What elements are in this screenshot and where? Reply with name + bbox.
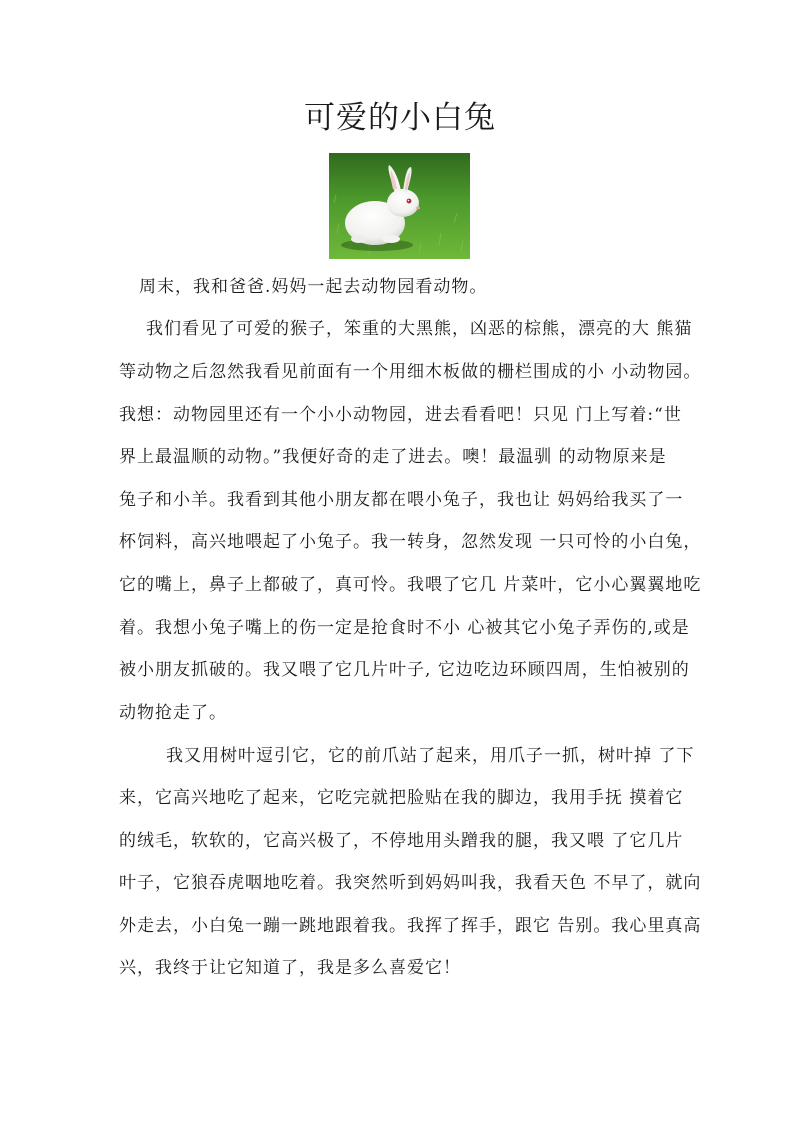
paragraph-line: 被小朋友抓破的。我又喂了它几片叶子, 它边吃边环顾四周，生怕被别的 xyxy=(119,660,690,680)
paragraph-line: 我们看见了可爱的猴子，笨重的大黑熊，凶恶的棕熊，漂亮的大 熊猫 xyxy=(146,319,693,339)
paragraph-line: 杯饲料，高兴地喂起了小兔子。我一转身，忽然发现 一只可怜的小白兔， xyxy=(119,532,702,552)
paragraph-line: 叶子，它狼吞虎咽地吃着。我突然听到妈妈叫我，我看天色 不早了，就向 xyxy=(119,873,702,893)
paragraph-line: 周末，我和爸爸.妈妈一起去动物园看动物。 xyxy=(139,277,488,297)
paragraph-line: 它的嘴上，鼻子上都破了，真可怜。我喂了它几 片菜叶，它小心翼翼地吃 xyxy=(119,575,702,595)
paragraph-line: 界上最温顺的动物。”我便好奇的走了进去。噢！最温驯 的动物原来是 xyxy=(119,447,667,467)
paragraph-line: 兔子和小羊。我看到其他小朋友都在喂小兔子，我也让 妈妈给我买了一 xyxy=(119,490,684,510)
paragraph-line: 外走去，小白兔一蹦一跳地跟着我。我挥了挥手，跟它 告别。我心里真高 xyxy=(119,916,702,936)
paragraph-line: 来，它高兴地吃了起来，它吃完就把脸贴在我的脚边，我用手抚 摸着它 xyxy=(119,788,684,808)
page-title: 可爱的小白兔 xyxy=(304,100,496,136)
paragraph-line: 我又用树叶逗引它，它的前爪站了起来，用爪子一抓，树叶掉 了下 xyxy=(166,746,695,766)
paragraph-line: 着。我想小兔子嘴上的伤一定是抢食时不小 心被其它小兔子弄伤的,或是 xyxy=(119,618,690,638)
rabbit-illustration xyxy=(329,153,470,259)
paragraph-line: 我想：动物园里还有一个小小动物园，进去看看吧！只见 门上写着:“世 xyxy=(119,405,682,425)
paragraph-line: 的绒毛，软软的，它高兴极了，不停地用头蹭我的腿，我又喂 了它几片 xyxy=(119,831,684,851)
rabbit-photo xyxy=(329,153,470,259)
paragraph-line: 动物抢走了。 xyxy=(119,703,227,723)
paragraph-line: 兴，我终于让它知道了，我是多么喜爱它！ xyxy=(119,958,461,978)
paragraph-line: 等动物之后忽然我看见前面有一个用细木板做的栅栏围成的小 小动物园。 xyxy=(119,362,702,382)
